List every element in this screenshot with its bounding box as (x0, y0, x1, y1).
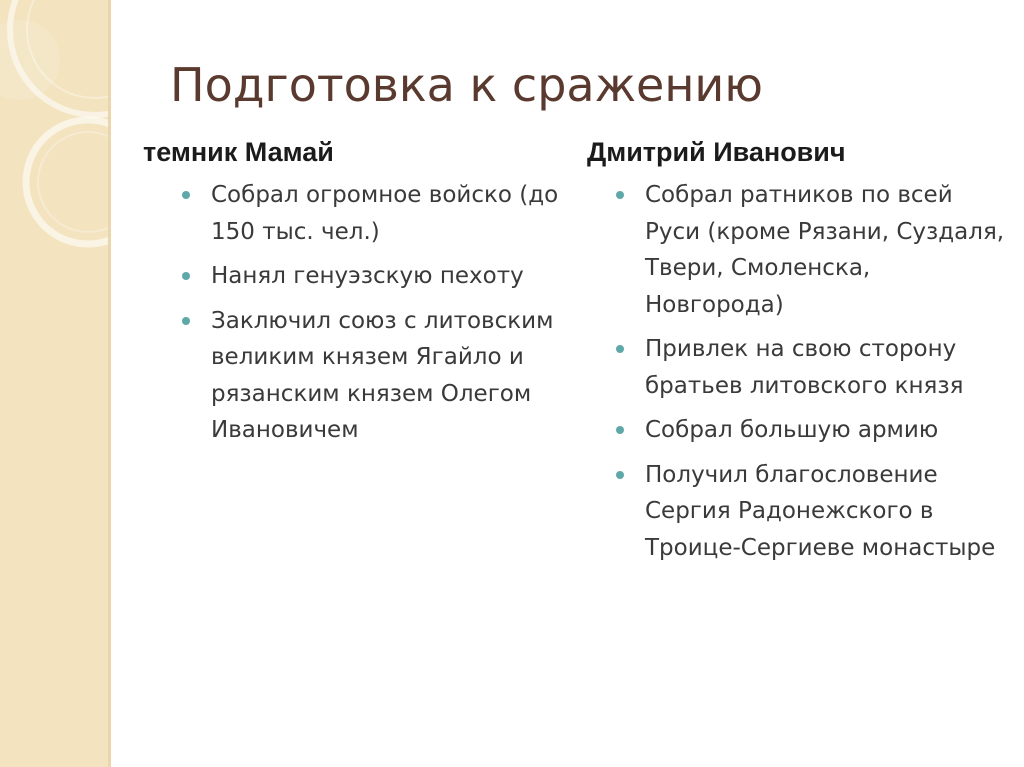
list-item-text: Собрал большую армию (645, 417, 939, 443)
bullet-icon (182, 272, 190, 280)
decorative-circles (0, 0, 110, 767)
decorative-side-band (0, 0, 110, 767)
list-item (180, 177, 570, 250)
column-heading-dmitry: Дмитрий Иванович (587, 137, 846, 167)
list-item-text: Нанял генуэзскую пехоту (211, 263, 524, 289)
list-item-text: Собрал ратников по всей Руси (кроме Рязани, Суздаля, Твери, Смоленска, Новгорода) (645, 182, 1005, 318)
side-band-edge (108, 0, 111, 767)
dmitry-bullet-list (614, 177, 1009, 574)
mamai-bullet-list (180, 177, 570, 457)
bullet-icon (182, 191, 190, 199)
list-item-text: Собрал огромное войско (до 150 тыс. чел.) (211, 182, 559, 245)
slide-title: Подготовка к сражению (170, 58, 764, 112)
bullet-icon (616, 471, 624, 479)
list-item (180, 258, 570, 295)
list-item (614, 331, 1009, 404)
column-heading-mamai: темник Мамай (143, 137, 334, 167)
list-item (614, 412, 1009, 449)
list-item-text: Получил благословение Сергия Радонежского в Троице-Сергиеве монастыре (645, 461, 996, 561)
bullet-icon (616, 426, 624, 434)
list-item-text: Заключил союз с литовским великим князем Ягайло и рязанским князем Олегом Ивановичем (211, 307, 554, 443)
bullet-icon (616, 345, 624, 353)
list-item (614, 177, 1009, 323)
bullet-icon (616, 191, 624, 199)
bullet-icon (182, 317, 190, 325)
list-item (614, 457, 1009, 567)
list-item (180, 303, 570, 449)
list-item-text: Привлек на свою сторону братьев литовского князя (645, 336, 964, 399)
